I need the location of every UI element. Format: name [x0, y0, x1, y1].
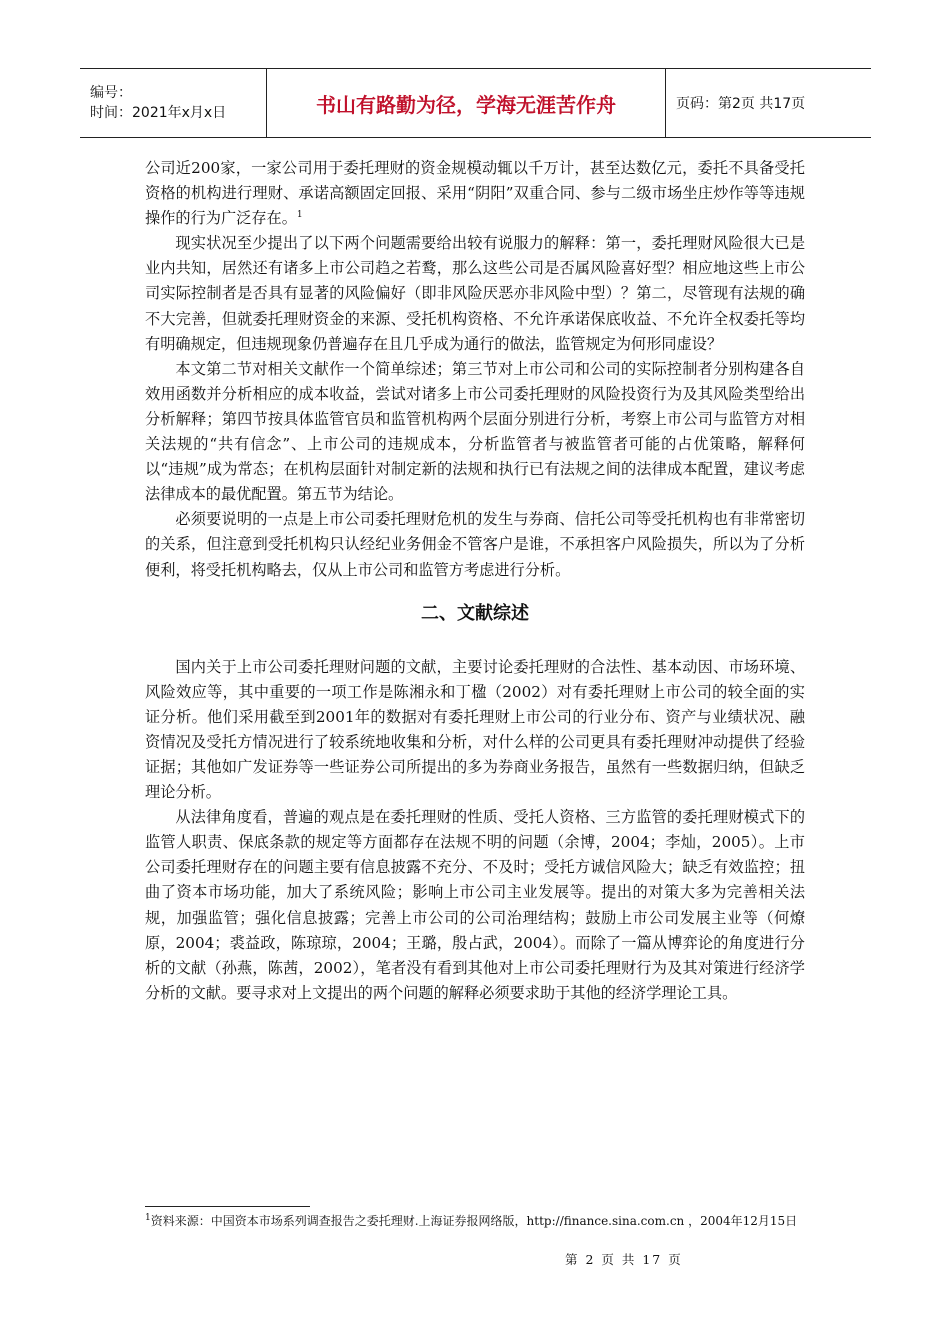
header-page [666, 69, 871, 137]
paragraph: 现实状况至少提出了以下两个问题需要给出较有说服力的解释：第一，委托理财风险很大已是业内共知，居然还有诸多上市公司趋之若鹜，那么这些公司是否属风险喜好型？相应地这些上市公司实际控制者是否具有显著的风险偏好（即非风险厌恶亦非风险中型）？第二，尽管现有法规的确不大完善，但就委托理财资金的来源、受托机构资格、不允许承诺保底收益、不允许全权委托等均有明确规定，但违规现象仍普遍存在且几乎成为通行的做法，监管规定为何形同虚设？ [145, 234, 805, 353]
header-meta [80, 69, 267, 137]
header-motto [267, 69, 666, 137]
paragraph-text: 公司近200家，一家公司用于委托理财的资金规模动辄以千万计，甚至达数亿元，委托不具备受托资格的机构进行理财、承诺高额固定回报、采用“阴阳”双重合同、参与二级市场坐庄炒作等等违规操作的行为广泛存在。 [145, 159, 805, 228]
header-number: 编号： [90, 85, 132, 101]
paragraph: 本文第二节对相关文献作一个简单综述；第三节对上市公司和公司的实际控制者分别构建各自效用函数并分析相应的成本收益，尝试对诸多上市公司委托理财的风险投资行为及其风险类型给出分析解释；第四节按具体监管官员和监管机构两个层面分别进行分析，考察上市公司与监管方对相关法规的“共有信念”、上市公司的违规成本，分析监管者与被监管者可能的占优策略，解释何以“违规”成为常态；在机构层面针对制定新的法规和执行已有法规之间的法律成本配置，建议考虑法律成本的最优配置。第五节为结论。 [145, 359, 805, 504]
footnote-ref: 1 [296, 210, 303, 221]
header-page-label: 页码：第2页 共17页 [676, 96, 806, 112]
header-time: 时间：2021年x月x日 [90, 105, 227, 121]
footnote-text: 资料来源：中国资本市场系列调查报告之委托理财.上海证券报网络版，http://finance.sina.com.cn ，2004年12月15日 [150, 1214, 798, 1228]
footnote [145, 1212, 805, 1230]
paragraph: 从法律角度看，普遍的观点是在委托理财的性质、受托人资格、三方监管的委托理财模式下的监管人职责、保底条款的规定等方面都存在法规不明的问题（余博，2004；李灿，2005）。上市公司委托理财存在的问题主要有信息披露不充分、不及时；受托方诚信风险大；缺乏有效监控；扭曲了资本市场功能，加大了系统风险；影响上市公司主业发展等。提出的对策大多为完善相关法规，加强监管；强化信息披露；完善上市公司的公司治理结构；鼓励上市公司发展主业等（何燎原，2004；裘益政，陈琼琼，2004；王璐，殷占武，2004）。而除了一篇从博弈论的角度进行分析的文献（孙燕，陈茜，2002），笔者没有看到其他对上市公司委托理财行为及其对策进行经济学分析的文献。要寻求对上文提出的两个问题的解释必须要求助于其他的经济学理论工具。 [145, 808, 805, 1002]
paragraph [145, 156, 805, 231]
motto-text: 书山有路勤为径，学海无涯苦作舟 [316, 92, 616, 117]
footnote-marker: 1 [145, 1213, 151, 1223]
paragraph: 必须要说明的一点是上市公司委托理财危机的发生与券商、信托公司等受托机构也有非常密切的关系，但注意到受托机构只认经纪业务佣金不管客户是谁，不承担客户风险损失，所以为了分析便利，将受托机构略去，仅从上市公司和监管方考虑进行分析。 [145, 510, 805, 579]
section-heading: 二、文献综述 [421, 602, 529, 624]
page-header [80, 68, 871, 138]
paragraph: 国内关于上市公司委托理财问题的文献，主要讨论委托理财的合法性、基本动因、市场环境、风险效应等，其中重要的一项工作是陈湘永和丁楹（2002）对有委托理财上市公司的较全面的实证分析。他们采用截至到2001年的数据对有委托理财上市公司的行业分布、资产与业绩状况、融资情况及受托方情况进行了较系统地收集和分析，对什么样的公司更具有委托理财冲动提供了经验证据；其他如广发证券等一些证券公司所提出的多为券商业务报告，虽然有一些数据归纳，但缺乏理论分析。 [145, 657, 805, 802]
document-body [145, 156, 805, 1006]
footnote-divider [145, 1206, 310, 1207]
page-footer: 第 2 页 共 17 页 [565, 1252, 683, 1267]
